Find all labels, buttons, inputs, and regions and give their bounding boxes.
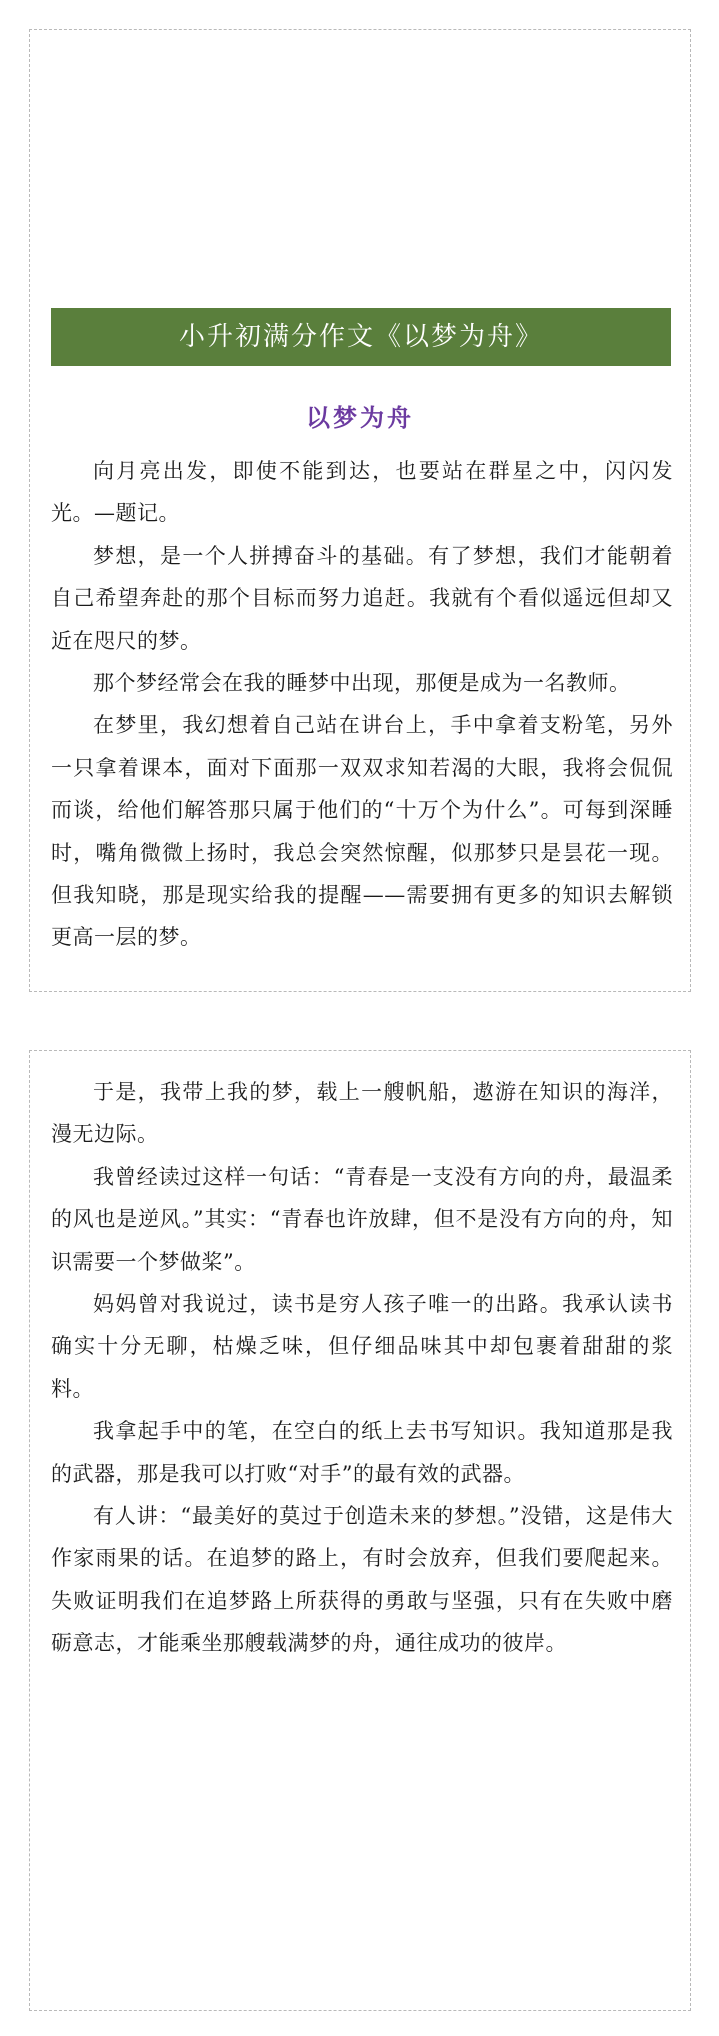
paragraph: 在梦里，我幻想着自己站在讲台上，手中拿着支粉笔，另外一只拿着课本，面对下面那一双双求知若渴的大眼，我将会侃侃而谈，给他们解答那只属于他们的“十万个为什么”。可每到深睡时，嘴角微微上扬时，我总会突然惊醒，似那梦只是昙花一现。但我知晓，那是现实给我的提醒——需要拥有更多的知识去解锁更高一层的梦。 <box>51 713 673 950</box>
essay-body-part-1 <box>51 450 673 959</box>
essay-title: 以梦为舟 <box>306 404 414 432</box>
paragraph: 向月亮出发，即使不能到达，也要站在群星之中，闪闪发光。—题记。 <box>51 459 673 526</box>
paragraph: 有人讲：“最美好的莫过于创造未来的梦想。”没错，这是伟大作家雨果的话。在追梦的路上，有时会放弃，但我们要爬起来。失败证明我们在追梦路上所获得的勇敢与坚强，只有在失败中磨砺意志，才能乘坐那艘载满梦的舟，通往成功的彼岸。 <box>51 1504 673 1656</box>
paragraph: 于是，我带上我的梦，载上一艘帆船，遨游在知识的海洋，漫无边际。 <box>51 1080 673 1147</box>
paragraph: 妈妈曾对我说过，读书是穷人孩子唯一的出路。我承认读书确实十分无聊，枯燥乏味，但仔细品味其中却包裹着甜甜的浆料。 <box>51 1292 673 1401</box>
article-banner <box>51 308 671 366</box>
paragraph: 那个梦经常会在我的睡梦中出现，那便是成为一名教师。 <box>93 671 631 696</box>
essay-body-part-2 <box>51 1071 673 1665</box>
paragraph: 我拿起手中的笔，在空白的纸上去书写知识。我知道那是我的武器，那是我可以打败“对手”的最有效的武器。 <box>51 1419 673 1486</box>
banner-title: 小升初满分作文《以梦为舟》 <box>178 322 543 352</box>
article-page-1 <box>29 29 691 992</box>
article-page-2 <box>29 1050 691 2011</box>
paragraph: 梦想，是一个人拼搏奋斗的基础。有了梦想，我们才能朝着自己希望奔赴的那个目标而努力追赶。我就有个看似遥远但却又近在咫尺的梦。 <box>51 543 673 653</box>
paragraph: 我曾经读过这样一句话：“青春是一支没有方向的舟，最温柔的风也是逆风。”其实：“青春也许放肆，但不是没有方向的舟，知识需要一个梦做桨”。 <box>51 1164 673 1274</box>
